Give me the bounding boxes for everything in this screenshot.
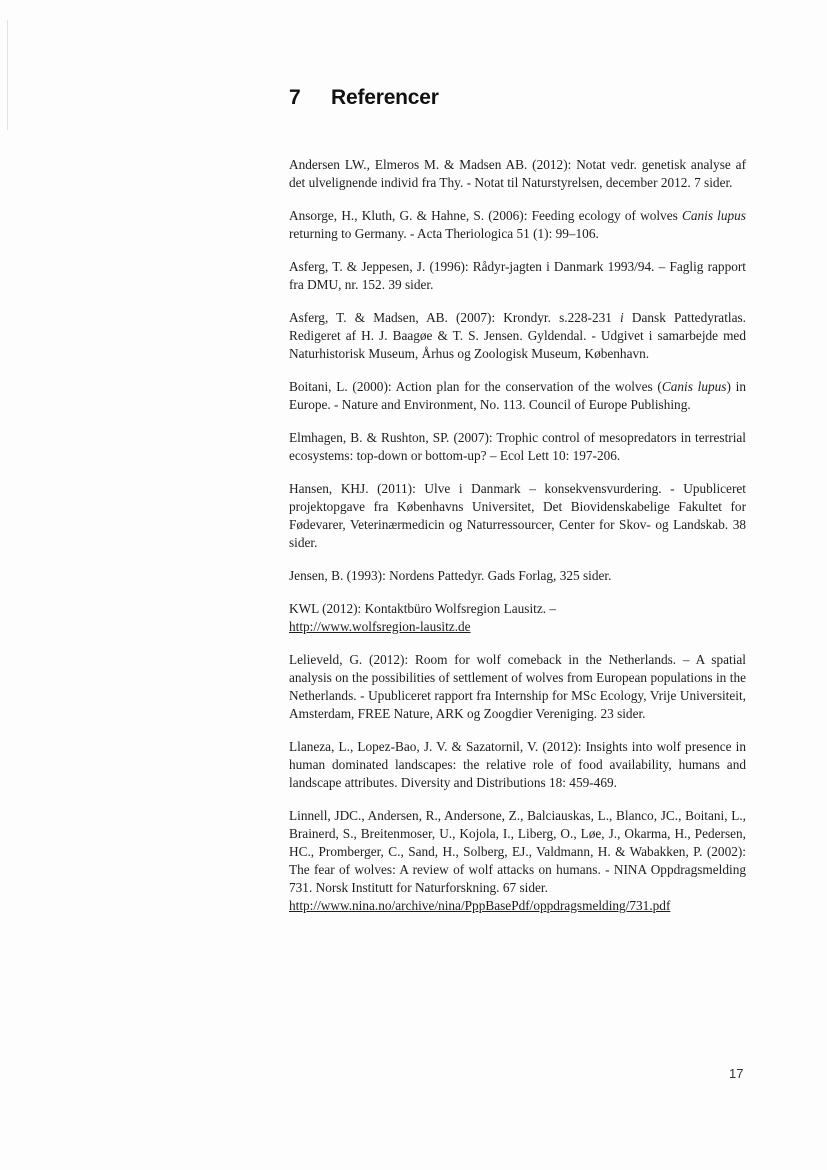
reference-asferg-jeppesen — [289, 258, 746, 294]
reference-boitani — [289, 378, 746, 414]
reference-jensen — [289, 567, 746, 585]
reference-text: returning to Germany. - Acta Theriologica 51 (1): 99–106. — [289, 226, 599, 241]
reference-text: Asferg, T. & Jeppesen, J. (1996): Rådyr-jagten i Danmark 1993/94. – Faglig rapport fra DMU, nr. 152. 39 sider. — [289, 259, 746, 292]
reference-hansen — [289, 480, 746, 552]
reference-text: Hansen, KHJ. (2011): Ulve i Danmark – konsekvensvurdering. - Upubliceret projektopgave fra Københavns Universitet, Det Biovidenskabelige Fakultet for Fødevarer, Veterinærmedicin og Naturressourcer, Center for Skov- og Landskab. 38 sider. — [289, 481, 746, 550]
reference-asferg-madsen — [289, 309, 746, 363]
reference-text: Andersen LW., Elmeros M. & Madsen AB. (2012): Notat vedr. genetisk analyse af det ulvelignende individ fra Thy. - Notat til Naturstyrelsen, december 2012. 7 sider. — [289, 157, 746, 190]
reference-linnell — [289, 807, 746, 915]
reference-llaneza — [289, 738, 746, 792]
section-heading — [289, 86, 439, 110]
reference-text: Boitani, L. (2000): Action plan for the conservation of the wolves ( — [289, 379, 662, 394]
reference-kwl — [289, 600, 746, 636]
reference-italic: Canis lupus — [661, 379, 727, 394]
section-title: Referencer — [331, 86, 439, 109]
reference-italic: i — [620, 310, 624, 325]
page-number: 17 — [729, 1066, 744, 1081]
section-number: 7 — [289, 86, 301, 109]
reference-lelieveld — [289, 651, 746, 723]
reference-elmhagen — [289, 429, 746, 465]
reference-text: Llaneza, L., Lopez-Bao, J. V. & Sazatornil, V. (2012): Insights into wolf presence in human dominated landscapes: the relative role of food availability, humans and landscape attributes. Diversity and Distributions 18: 459-469. — [289, 739, 746, 790]
reference-link-nina[interactable]: http://www.nina.no/archive/nina/PppBasePdf/oppdragsmelding/731.pdf — [289, 898, 671, 913]
reference-text: Asferg, T. & Madsen, AB. (2007): Krondyr. s.228-231 — [289, 310, 621, 325]
reference-text: ) in Europe. - Nature and Environment, No. 113. Council of Europe Publishing. — [289, 379, 746, 412]
reference-andersen — [289, 156, 746, 192]
reference-link-wolfsregion[interactable]: http://www.wolfsregion-lausitz.de — [289, 619, 471, 634]
reference-text: KWL (2012): Kontaktbüro Wolfsregion Lausitz. – — [289, 601, 557, 616]
reference-text: Elmhagen, B. & Rushton, SP. (2007): Trophic control of mesopredators in terrestrial ecosystems: top-down or bottom-up? – Ecol Lett 10: 197-206. — [289, 430, 746, 463]
reference-text: Ansorge, H., Kluth, G. & Hahne, S. (2006): Feeding ecology of wolves — [289, 208, 682, 223]
reference-italic: Canis lupus — [681, 208, 746, 223]
reference-text: Lelieveld, G. (2012): Room for wolf comeback in the Netherlands. – A spatial analysis on the possibilities of settlement of wolves from European populations in the Netherlands. - Upubliceret rapport fra Internship for MSc Ecology, Vrije Universiteit, Amsterdam, FREE Nature, ARK og Zoogdier Vereniging. 23 sider. — [289, 652, 746, 721]
reference-list — [289, 156, 746, 930]
reference-text: Jensen, B. (1993): Nordens Pattedyr. Gads Forlag, 325 sider. — [289, 568, 612, 583]
reference-text: Linnell, JDC., Andersen, R., Andersone, Z., Balciauskas, L., Blanco, JC., Boitani, L., Brainerd, S., Breitenmoser, U., Kojola, I., Liberg, O., Løe, J., Okarma, H., Pedersen, HC., Promberger, C., Sand, H., Solberg, EJ., Valdmann, H. & Wabakken, P. (2002): The fear of wolves: A review of wolf attacks on humans. - NINA Oppdragsmelding 731. Norsk Institutt for Naturforskning. 67 sider. — [289, 808, 746, 895]
reference-text: Dansk Pattedyratlas. Redigeret af H. J. Baagøe & T. S. Jensen. Gyldendal. - Udgivet i samarbejde med Naturhistorisk Museum, Århus og Zoologisk Museum, København. — [289, 310, 746, 361]
reference-ansorge — [289, 207, 746, 243]
scan-edge-mark — [7, 20, 8, 130]
